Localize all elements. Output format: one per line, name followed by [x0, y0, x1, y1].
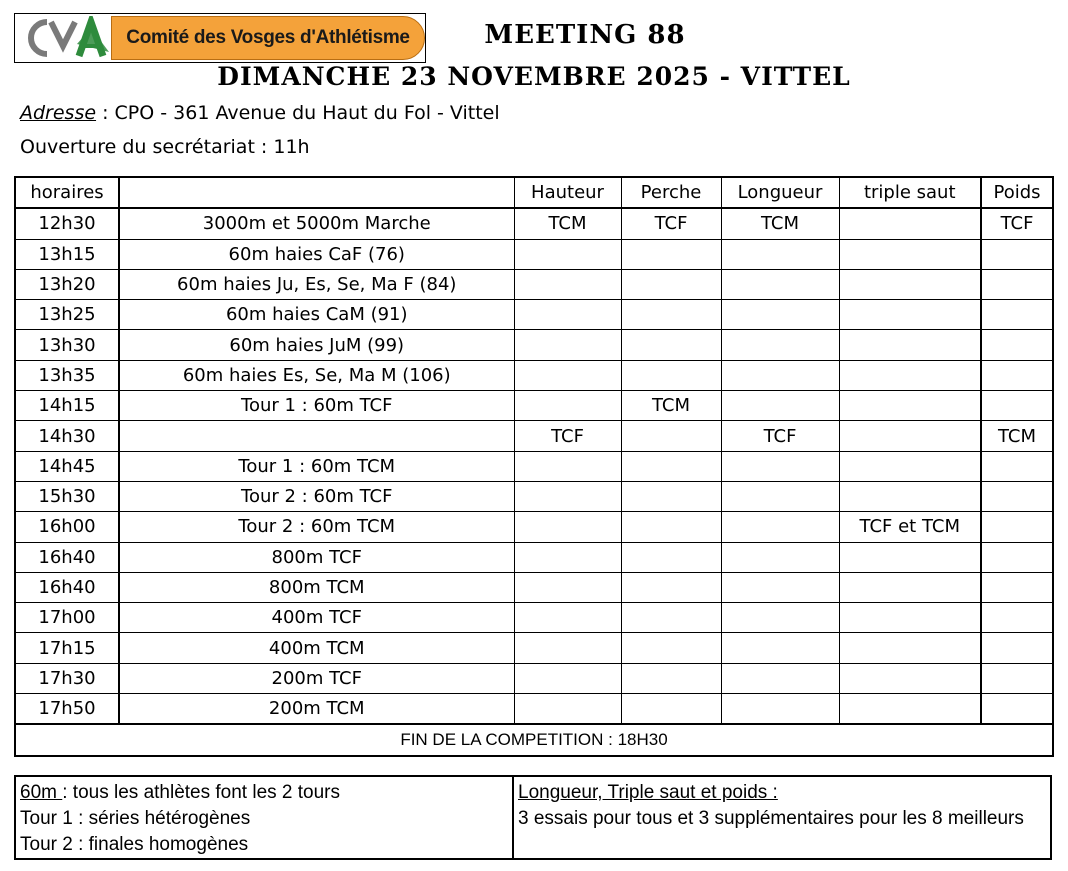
field-event-cell	[621, 451, 721, 481]
field-event-cell	[514, 239, 621, 269]
field-event-cell	[621, 300, 721, 330]
event-cell	[119, 421, 514, 451]
event-cell: 3000m et 5000m Marche	[119, 208, 514, 239]
time-cell: 16h00	[15, 512, 119, 542]
field-event-cell	[839, 603, 981, 633]
notes-60m-label: 60m	[20, 782, 63, 803]
event-cell: 400m TCM	[119, 633, 514, 663]
field-event-cell	[721, 269, 839, 299]
field-event-cell	[621, 694, 721, 725]
field-event-cell	[621, 481, 721, 511]
field-event-cell	[839, 663, 981, 693]
field-event-cell	[839, 269, 981, 299]
field-event-cell	[721, 663, 839, 693]
event-cell: 800m TCM	[119, 572, 514, 602]
field-event-cell	[621, 330, 721, 360]
field-event-cell	[839, 694, 981, 725]
field-event-cell	[981, 694, 1053, 725]
time-cell: 13h30	[15, 330, 119, 360]
field-event-cell	[839, 421, 981, 451]
event-cell: Tour 1 : 60m TCM	[119, 451, 514, 481]
time-cell: 13h35	[15, 360, 119, 390]
notes-box	[14, 775, 1052, 860]
notes-tour2: Tour 2 : finales homogènes	[20, 834, 249, 855]
notes-jumps-label: Longueur, Triple saut et poids :	[518, 782, 778, 803]
table-row	[15, 663, 1053, 693]
field-event-cell	[981, 239, 1053, 269]
table-row	[15, 633, 1053, 663]
field-event-cell	[514, 603, 621, 633]
table-row	[15, 330, 1053, 360]
column-header	[119, 177, 514, 208]
table-row	[15, 603, 1053, 633]
event-cell: 60m haies Ju, Es, Se, Ma F (84)	[119, 269, 514, 299]
field-event-cell: TCF et TCM	[839, 512, 981, 542]
time-cell: 13h25	[15, 300, 119, 330]
field-event-cell	[514, 269, 621, 299]
field-event-cell	[621, 633, 721, 663]
column-header: Poids	[981, 177, 1053, 208]
field-event-cell	[621, 603, 721, 633]
event-cell: 60m haies Es, Se, Ma M (106)	[119, 360, 514, 390]
field-event-cell	[981, 451, 1053, 481]
time-cell: 17h15	[15, 633, 119, 663]
field-event-cell	[514, 542, 621, 572]
field-event-cell	[621, 512, 721, 542]
column-header: Perche	[621, 177, 721, 208]
field-event-cell	[514, 694, 621, 725]
field-event-cell	[839, 481, 981, 511]
time-cell: 17h50	[15, 694, 119, 725]
field-event-cell	[621, 360, 721, 390]
time-cell: 15h30	[15, 481, 119, 511]
event-cell: Tour 2 : 60m TCF	[119, 481, 514, 511]
notes-jumps	[514, 777, 1050, 858]
field-event-cell	[721, 360, 839, 390]
field-event-cell	[839, 451, 981, 481]
field-event-cell	[839, 542, 981, 572]
time-cell: 14h15	[15, 391, 119, 421]
field-event-cell: TCM	[514, 208, 621, 239]
event-cell: Tour 1 : 60m TCF	[119, 391, 514, 421]
column-header: Hauteur	[514, 177, 621, 208]
time-cell: 13h15	[15, 239, 119, 269]
time-cell: 17h30	[15, 663, 119, 693]
field-event-cell	[721, 391, 839, 421]
field-event-cell	[721, 481, 839, 511]
event-cell: 400m TCF	[119, 603, 514, 633]
column-header: horaires	[15, 177, 119, 208]
field-event-cell	[721, 300, 839, 330]
table-row	[15, 572, 1053, 602]
event-cell: Tour 2 : 60m TCM	[119, 512, 514, 542]
field-event-cell	[721, 512, 839, 542]
field-event-cell	[514, 512, 621, 542]
field-event-cell: TCF	[981, 208, 1053, 239]
field-event-cell	[514, 451, 621, 481]
field-event-cell	[721, 542, 839, 572]
event-cell: 60m haies CaM (91)	[119, 300, 514, 330]
field-event-cell	[721, 451, 839, 481]
field-event-cell	[514, 300, 621, 330]
notes-jumps-text: 3 essais pour tous et 3 supplémentaires pour les 8 meilleurs	[518, 808, 1024, 829]
table-row	[15, 239, 1053, 269]
field-event-cell	[839, 360, 981, 390]
logo	[14, 13, 426, 63]
address	[20, 102, 500, 124]
field-event-cell	[621, 572, 721, 602]
field-event-cell	[514, 330, 621, 360]
meeting-date: DIMANCHE 23 NOVEMBRE 2025 - VITTEL	[217, 62, 851, 91]
time-cell: 16h40	[15, 542, 119, 572]
field-event-cell: TCF	[721, 421, 839, 451]
time-cell: 13h20	[15, 269, 119, 299]
field-event-cell	[839, 330, 981, 360]
field-event-cell	[514, 481, 621, 511]
field-event-cell	[721, 603, 839, 633]
field-event-cell	[981, 360, 1053, 390]
meeting-title: MEETING 88	[484, 20, 686, 50]
field-event-cell	[981, 330, 1053, 360]
table-row	[15, 421, 1053, 451]
time-cell: 17h00	[15, 603, 119, 633]
address-value: CPO - 361 Avenue du Haut du Fol - Vittel	[114, 102, 500, 124]
field-event-cell	[621, 542, 721, 572]
field-event-cell	[981, 481, 1053, 511]
field-event-cell: TCF	[514, 421, 621, 451]
field-event-cell	[721, 239, 839, 269]
field-event-cell	[721, 330, 839, 360]
cva-logo-icon	[17, 16, 113, 60]
field-event-cell: TCM	[721, 208, 839, 239]
field-event-cell	[981, 512, 1053, 542]
field-event-cell: TCM	[621, 391, 721, 421]
logo-text: Comité des Vosges d'Athlétisme	[111, 16, 425, 60]
field-event-cell	[839, 572, 981, 602]
event-cell: 200m TCF	[119, 663, 514, 693]
event-cell: 60m haies CaF (76)	[119, 239, 514, 269]
table-row	[15, 269, 1053, 299]
table-header-row	[15, 177, 1053, 208]
time-cell: 14h30	[15, 421, 119, 451]
field-event-cell	[514, 391, 621, 421]
table-row	[15, 512, 1053, 542]
table-row	[15, 360, 1053, 390]
field-event-cell	[981, 603, 1053, 633]
event-cell: 200m TCM	[119, 694, 514, 725]
field-event-cell	[721, 572, 839, 602]
opening-time: Ouverture du secrétariat : 11h	[20, 136, 310, 158]
table-row	[15, 451, 1053, 481]
field-event-cell	[514, 633, 621, 663]
time-cell: 16h40	[15, 572, 119, 602]
address-label: Adresse	[20, 102, 97, 124]
event-cell: 800m TCF	[119, 542, 514, 572]
table-row	[15, 300, 1053, 330]
field-event-cell	[621, 421, 721, 451]
address-sep: :	[96, 102, 115, 124]
field-event-cell	[981, 300, 1053, 330]
field-event-cell	[514, 572, 621, 602]
field-event-cell	[514, 663, 621, 693]
column-header: Longueur	[721, 177, 839, 208]
field-event-cell	[839, 239, 981, 269]
field-event-cell	[621, 663, 721, 693]
field-event-cell: TCM	[981, 421, 1053, 451]
field-event-cell	[981, 391, 1053, 421]
notes-60m-text: : tous les athlètes font les 2 tours	[62, 782, 341, 803]
field-event-cell	[981, 269, 1053, 299]
field-event-cell	[839, 633, 981, 663]
field-event-cell	[981, 572, 1053, 602]
field-event-cell	[981, 663, 1053, 693]
schedule-table	[14, 176, 1054, 757]
competition-end: FIN DE LA COMPETITION : 18H30	[15, 724, 1053, 755]
field-event-cell	[621, 239, 721, 269]
table-row	[15, 694, 1053, 725]
field-event-cell	[721, 633, 839, 663]
field-event-cell	[839, 391, 981, 421]
table-row	[15, 542, 1053, 572]
table-row	[15, 481, 1053, 511]
field-event-cell	[981, 633, 1053, 663]
field-event-cell: TCF	[621, 208, 721, 239]
field-event-cell	[621, 269, 721, 299]
time-cell: 14h45	[15, 451, 119, 481]
table-row	[15, 391, 1053, 421]
field-event-cell	[981, 542, 1053, 572]
notes-tour1: Tour 1 : séries hétérogènes	[20, 808, 251, 829]
field-event-cell	[514, 360, 621, 390]
table-row	[15, 208, 1053, 239]
time-cell: 12h30	[15, 208, 119, 239]
field-event-cell	[839, 208, 981, 239]
column-header: triple saut	[839, 177, 981, 208]
field-event-cell	[839, 300, 981, 330]
event-cell: 60m haies JuM (99)	[119, 330, 514, 360]
field-event-cell	[721, 694, 839, 725]
notes-60m	[16, 777, 514, 858]
